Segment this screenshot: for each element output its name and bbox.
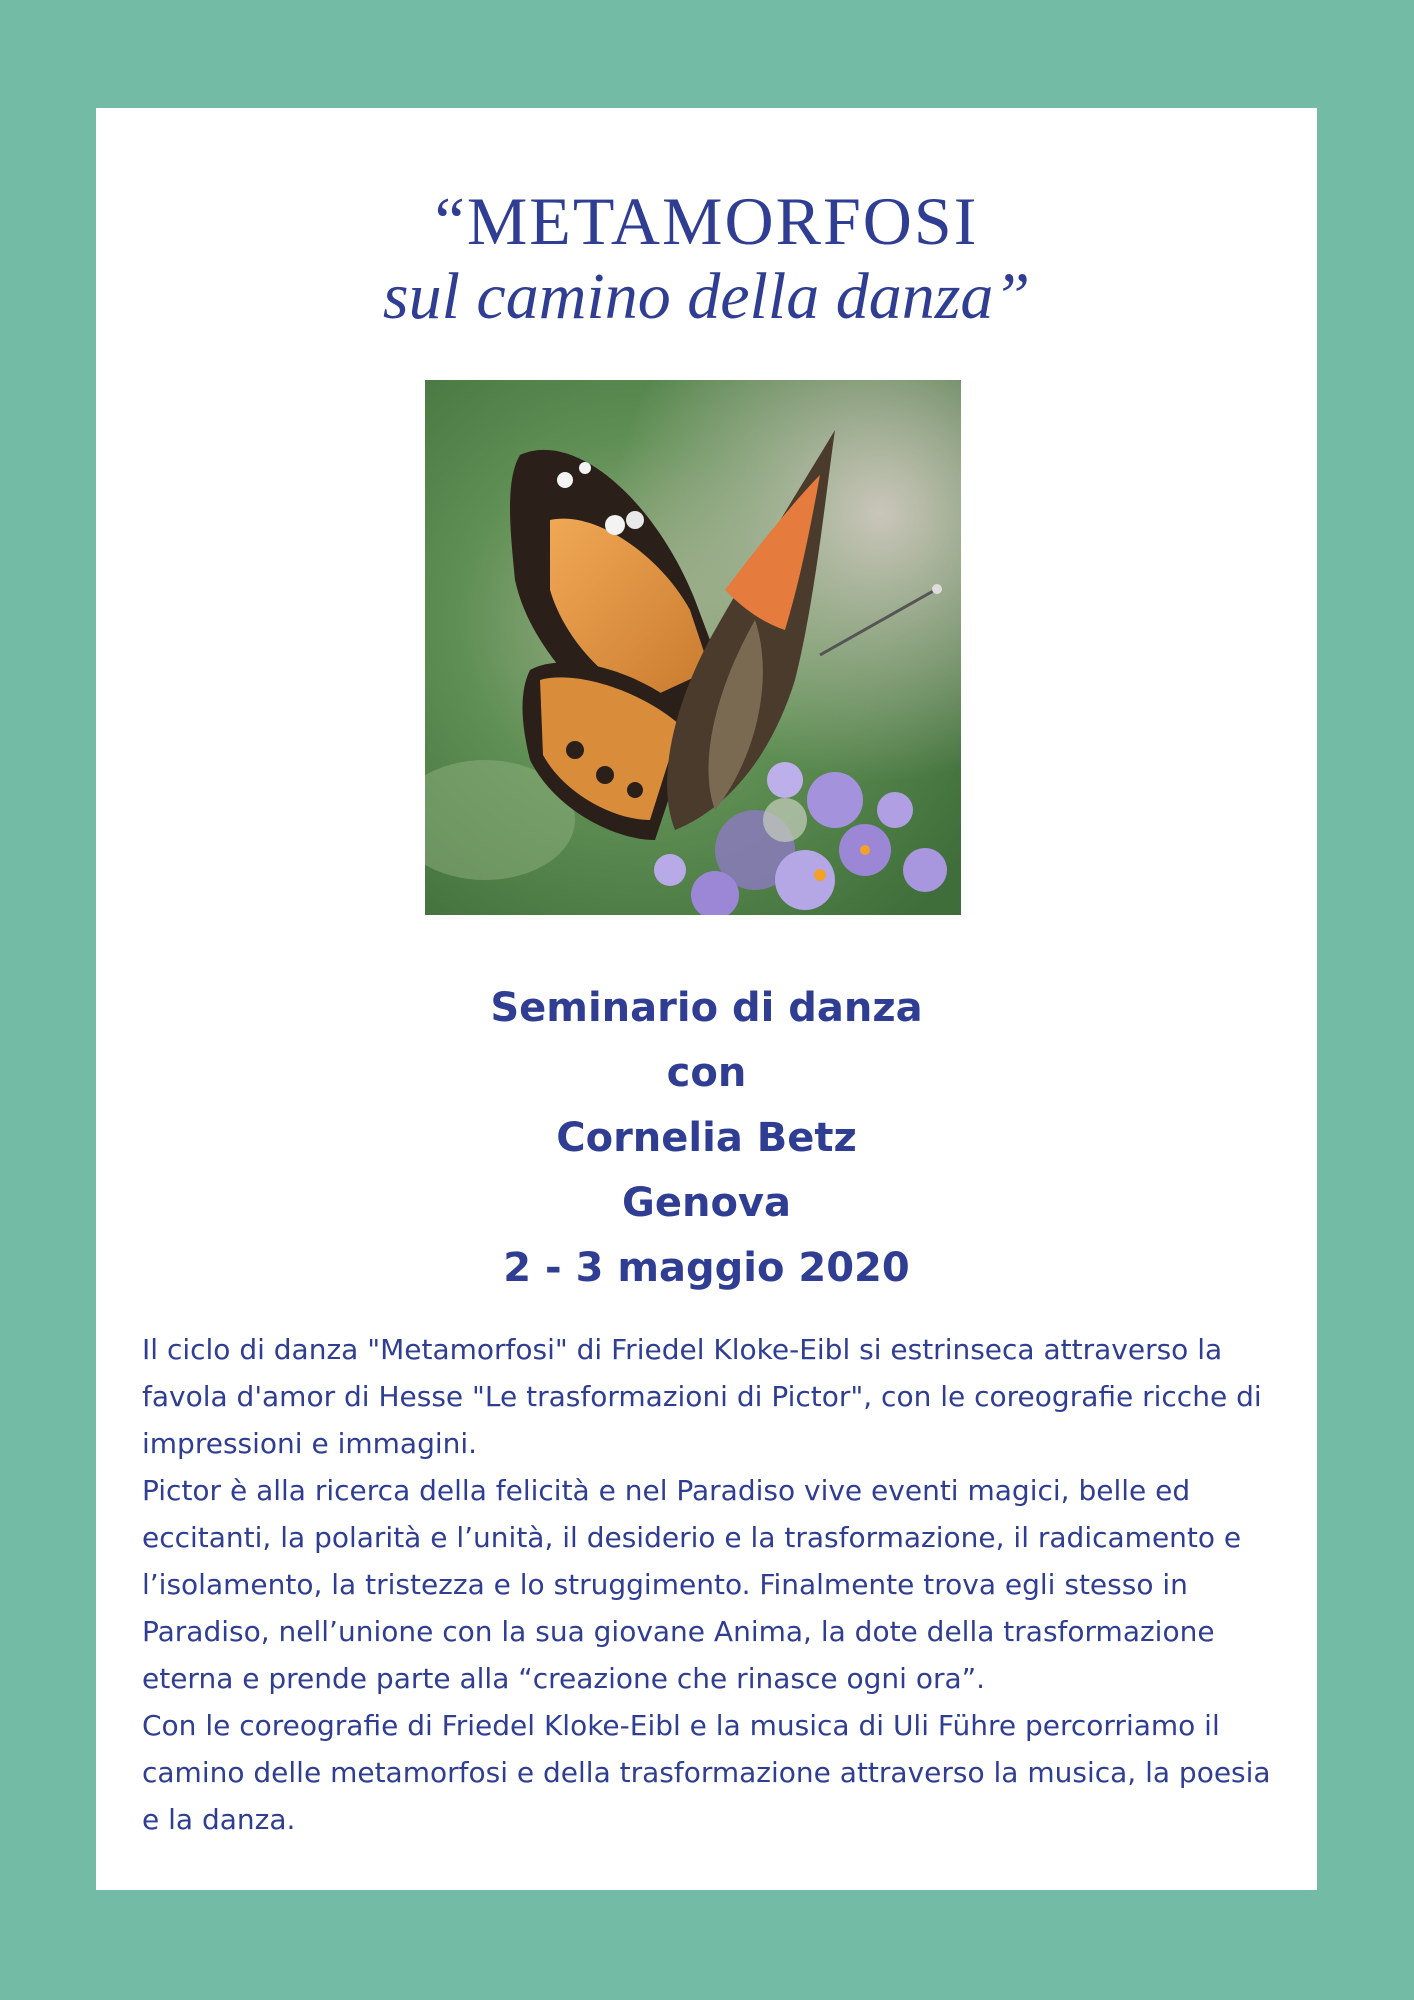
event-type: Seminario di danza <box>490 985 923 1031</box>
event-date: 2 - 3 maggio 2020 <box>503 1245 910 1291</box>
event-with: con <box>666 1050 747 1096</box>
flyer-card <box>96 108 1317 1890</box>
description-paragraph-1: Il ciclo di danza "Metamorfosi" di Friedel Kloke-Eibl si estrinseca attraverso la favola d'amor di Hesse "Le trasformazioni di Pictor", con le coreografie ricche di impressioni e immagini. <box>142 1333 1262 1460</box>
title-line-2: sul camino della danza” <box>382 260 1031 333</box>
description <box>142 1326 1272 1843</box>
event-teacher: Cornelia Betz <box>556 1115 857 1161</box>
description-paragraph-3: Con le coreografie di Friedel Kloke-Eibl e la musica di Uli Führe percorriamo il camino delle metamorfosi e della trasformazione attraverso la musica, la poesia e la danza. <box>142 1709 1271 1836</box>
title-line-1: “METAMORFOSI <box>434 183 979 259</box>
event-location: Genova <box>622 1180 791 1226</box>
event-info <box>96 976 1317 1301</box>
description-paragraph-2: Pictor è alla ricerca della felicità e nel Paradiso vive eventi magici, belle ed eccitanti, la polarità e l’unità, il desiderio e la trasformazione, il radicamento e l’isolamento, la tristezza e lo struggimento. Finalmente trova egli stesso in Paradiso, nell’unione con la sua giovane Anima, la dote della trasformazione eterna e prende parte alla “creazione che rinasce ogni ora”. <box>142 1474 1242 1695</box>
butterfly-photo <box>425 380 961 915</box>
butterfly-image <box>425 380 961 915</box>
flyer-title <box>96 180 1317 332</box>
